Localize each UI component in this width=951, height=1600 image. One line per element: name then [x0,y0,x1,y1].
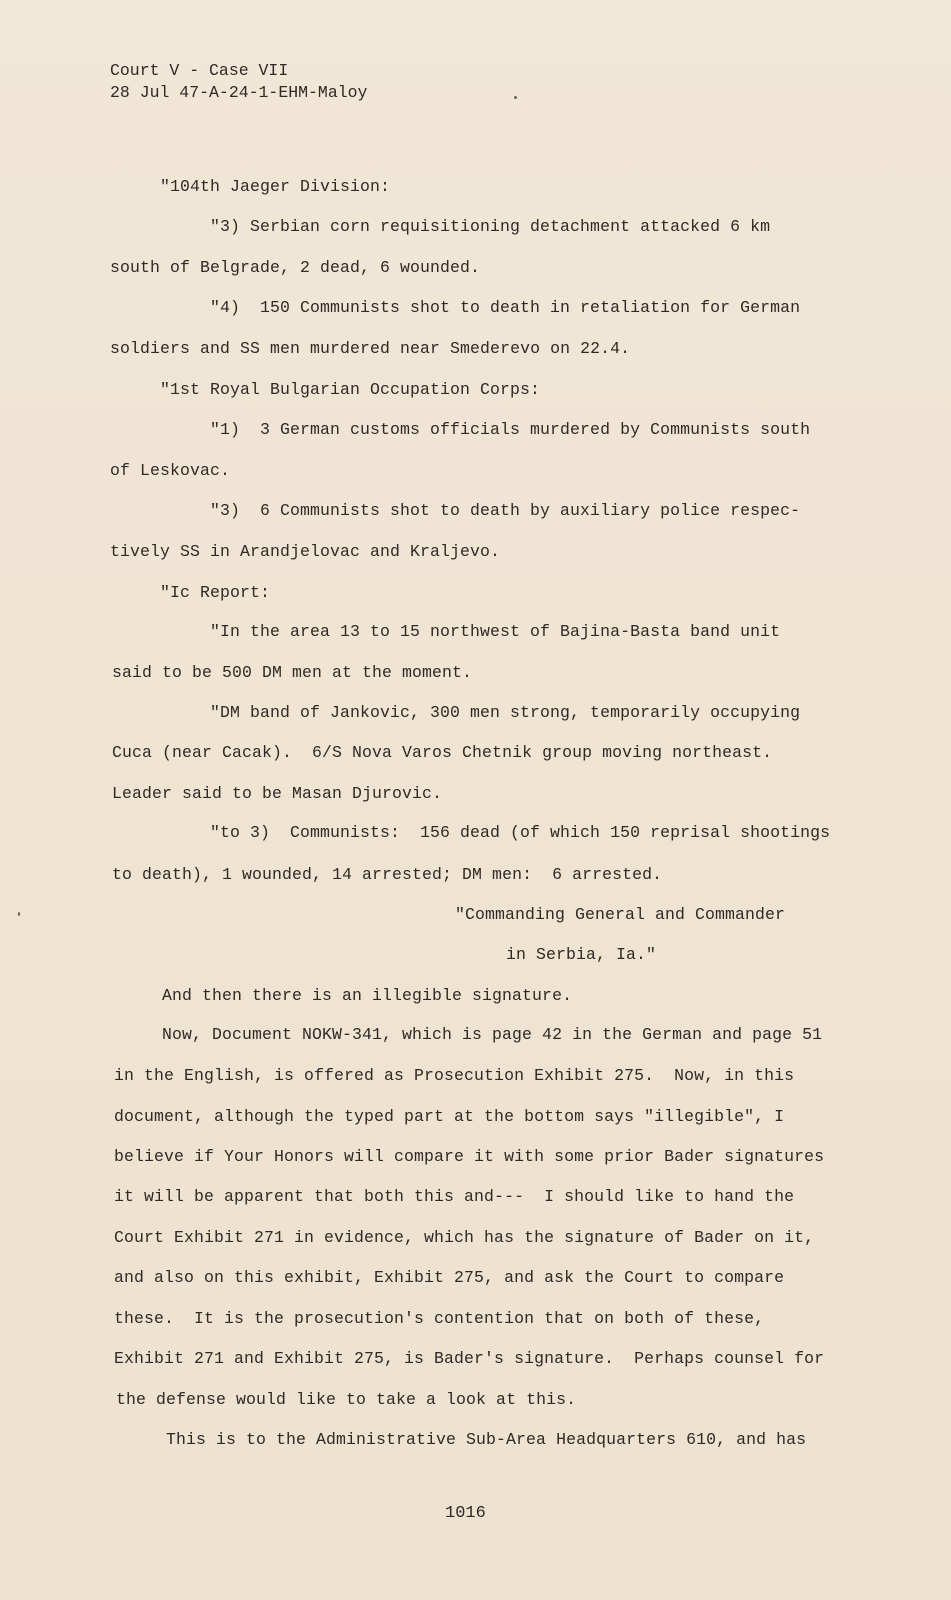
header-case-line: Court V - Case VII [110,61,289,80]
text-line: to death), 1 wounded, 14 arrested; DM men: 6 arrested. [112,865,663,884]
text-line: Cuca (near Cacak). 6/S Nova Varos Chetnik group moving northeast. [112,743,773,762]
text-line: "In the area 13 to 15 northwest of Bajina-Basta band unit [210,622,781,641]
text-line: "3) 6 Communists shot to death by auxiliary police respec- [210,501,801,520]
text-line: "1st Royal Bulgarian Occupation Corps: [160,380,541,399]
text-line: in the English, is offered as Prosecution Exhibit 275. Now, in this [114,1066,795,1085]
text-line: tively SS in Arandjelovac and Kraljevo. [110,542,501,561]
text-line: Exhibit 271 and Exhibit 275, is Bader's signature. Perhaps counsel for [114,1349,825,1368]
text-line: "1) 3 German customs officials murdered by Communists south [210,420,811,439]
text-line: soldiers and SS men murdered near Smederevo on 22.4. [110,339,631,358]
text-line: "104th Jaeger Division: [160,177,391,196]
paper-speck [514,96,517,99]
text-line: south of Belgrade, 2 dead, 6 wounded. [110,258,481,277]
signature-block-line: in Serbia, Ia." [506,945,657,964]
text-line: "DM band of Jankovic, 300 men strong, temporarily occupying [210,703,801,722]
text-line: document, although the typed part at the bottom says "illegible", I [114,1107,785,1126]
text-line: it will be apparent that both this and--- I should like to hand the [114,1187,795,1206]
text-line: said to be 500 DM men at the moment. [112,663,473,682]
paper-speck [18,912,20,916]
text-line: "4) 150 Communists shot to death in retaliation for German [210,298,801,317]
text-line: and also on this exhibit, Exhibit 275, and ask the Court to compare [114,1268,785,1287]
text-line: Court Exhibit 271 in evidence, which has the signature of Bader on it, [114,1228,815,1247]
text-line: the defense would like to take a look at this. [116,1390,577,1409]
text-line: these. It is the prosecution's contention that on both of these, [114,1309,765,1328]
header-date-line: 28 Jul 47-A-24-1-EHM-Maloy [110,83,368,102]
text-line: "Ic Report: [160,583,271,602]
text-line: This is to the Administrative Sub-Area Headquarters 610, and has [166,1430,807,1449]
text-line: of Leskovac. [110,461,231,480]
text-line: "3) Serbian corn requisitioning detachment attacked 6 km [210,217,771,236]
signature-block-line: "Commanding General and Commander [455,905,786,924]
text-line: Leader said to be Masan Djurovic. [112,784,443,803]
text-line: Now, Document NOKW-341, which is page 42 in the German and page 51 [162,1025,823,1044]
page-number: 1016 [445,1504,486,1523]
header [110,60,367,104]
text-line: And then there is an illegible signature. [162,986,573,1005]
text-line: "to 3) Communists: 156 dead (of which 150 reprisal shootings [210,823,831,842]
text-line: believe if Your Honors will compare it with some prior Bader signatures [114,1147,825,1166]
